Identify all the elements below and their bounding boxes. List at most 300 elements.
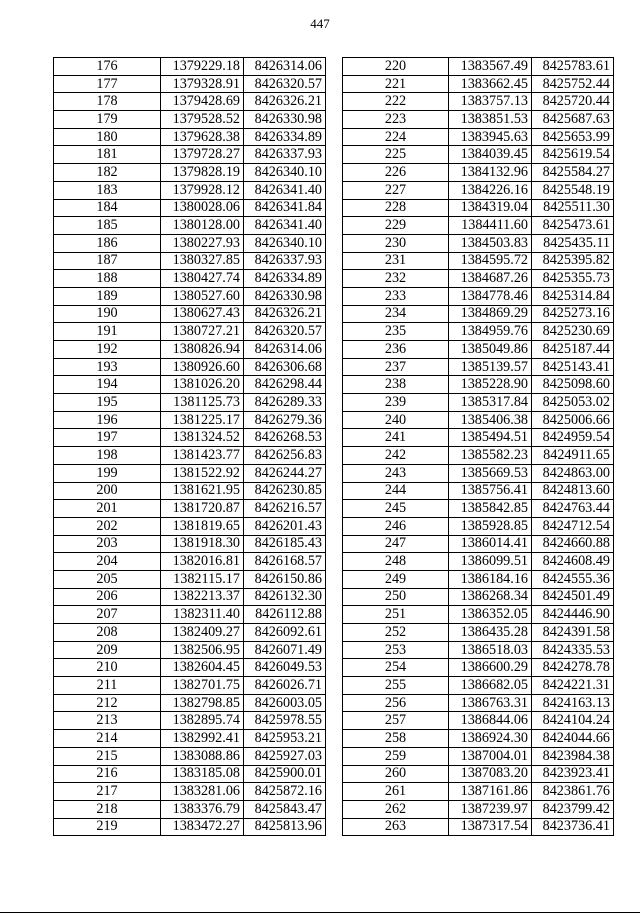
x-coordinate-cell: 1382604.45 [161, 659, 244, 677]
table-row [54, 128, 326, 146]
y-coordinate-cell: 8425843.47 [244, 800, 326, 818]
point-number-cell: 237 [343, 358, 449, 376]
point-number-cell: 239 [343, 394, 449, 412]
point-number-cell: 210 [54, 659, 161, 677]
y-coordinate-cell: 8424501.49 [532, 588, 614, 606]
y-coordinate-cell: 8425927.03 [244, 747, 326, 765]
table-row [54, 570, 326, 588]
table-row [343, 111, 614, 129]
y-coordinate-cell: 8426337.93 [244, 252, 326, 270]
x-coordinate-cell: 1386435.28 [449, 624, 532, 642]
point-number-cell: 230 [343, 234, 449, 252]
point-number-cell: 226 [343, 164, 449, 182]
y-coordinate-cell: 8426132.30 [244, 588, 326, 606]
table-row [343, 624, 614, 642]
x-coordinate-cell: 1380527.60 [161, 287, 244, 305]
y-coordinate-cell: 8425872.16 [244, 783, 326, 801]
x-coordinate-cell: 1386184.16 [449, 570, 532, 588]
point-number-cell: 178 [54, 93, 161, 111]
x-coordinate-cell: 1384959.76 [449, 323, 532, 341]
table-row [343, 765, 614, 783]
point-number-cell: 220 [343, 58, 449, 76]
point-number-cell: 231 [343, 252, 449, 270]
x-coordinate-cell: 1384039.45 [449, 146, 532, 164]
table-row [343, 75, 614, 93]
point-number-cell: 249 [343, 570, 449, 588]
point-number-cell: 209 [54, 641, 161, 659]
x-coordinate-cell: 1380427.74 [161, 270, 244, 288]
table-row [343, 217, 614, 235]
point-number-cell: 192 [54, 341, 161, 359]
point-number-cell: 206 [54, 588, 161, 606]
x-coordinate-cell: 1380128.00 [161, 217, 244, 235]
point-number-cell: 199 [54, 464, 161, 482]
y-coordinate-cell: 8426326.21 [244, 305, 326, 323]
x-coordinate-cell: 1381423.77 [161, 447, 244, 465]
table-row [54, 199, 326, 217]
y-coordinate-cell: 8425395.82 [532, 252, 614, 270]
table-row [343, 818, 614, 836]
table-row [54, 500, 326, 518]
coordinates-table-right [342, 57, 614, 836]
point-number-cell: 248 [343, 553, 449, 571]
y-coordinate-cell: 8424555.36 [532, 570, 614, 588]
x-coordinate-cell: 1383088.86 [161, 747, 244, 765]
point-number-cell: 207 [54, 606, 161, 624]
y-coordinate-cell: 8426330.98 [244, 287, 326, 305]
x-coordinate-cell: 1386763.31 [449, 694, 532, 712]
y-coordinate-cell: 8426185.43 [244, 535, 326, 553]
x-coordinate-cell: 1379628.38 [161, 128, 244, 146]
table-row [54, 58, 326, 76]
point-number-cell: 201 [54, 500, 161, 518]
table-row [343, 234, 614, 252]
x-coordinate-cell: 1383281.06 [161, 783, 244, 801]
x-coordinate-cell: 1381225.17 [161, 411, 244, 429]
table-row [54, 464, 326, 482]
table-row [343, 783, 614, 801]
point-number-cell: 262 [343, 800, 449, 818]
x-coordinate-cell: 1383851.53 [449, 111, 532, 129]
table-row [54, 394, 326, 412]
table-row [54, 358, 326, 376]
point-number-cell: 250 [343, 588, 449, 606]
point-number-cell: 253 [343, 641, 449, 659]
table-row [343, 500, 614, 518]
x-coordinate-cell: 1382506.95 [161, 641, 244, 659]
x-coordinate-cell: 1386844.06 [449, 712, 532, 730]
x-coordinate-cell: 1385582.23 [449, 447, 532, 465]
point-number-cell: 198 [54, 447, 161, 465]
table-row [54, 146, 326, 164]
table-row [343, 58, 614, 76]
point-number-cell: 194 [54, 376, 161, 394]
y-coordinate-cell: 8425511.30 [532, 199, 614, 217]
point-number-cell: 218 [54, 800, 161, 818]
y-coordinate-cell: 8425314.84 [532, 287, 614, 305]
table-row [343, 464, 614, 482]
table-row [343, 199, 614, 217]
point-number-cell: 257 [343, 712, 449, 730]
table-row [343, 93, 614, 111]
point-number-cell: 234 [343, 305, 449, 323]
y-coordinate-cell: 8424813.60 [532, 482, 614, 500]
x-coordinate-cell: 1381621.95 [161, 482, 244, 500]
y-coordinate-cell: 8426320.57 [244, 75, 326, 93]
y-coordinate-cell: 8426216.57 [244, 500, 326, 518]
point-number-cell: 256 [343, 694, 449, 712]
y-coordinate-cell: 8425143.41 [532, 358, 614, 376]
x-coordinate-cell: 1385842.85 [449, 500, 532, 518]
table-row [54, 217, 326, 235]
point-number-cell: 193 [54, 358, 161, 376]
y-coordinate-cell: 8424863.00 [532, 464, 614, 482]
x-coordinate-cell: 1384778.46 [449, 287, 532, 305]
point-number-cell: 221 [343, 75, 449, 93]
y-coordinate-cell: 8425230.69 [532, 323, 614, 341]
y-coordinate-cell: 8426071.49 [244, 641, 326, 659]
y-coordinate-cell: 8424608.49 [532, 553, 614, 571]
table-row [54, 624, 326, 642]
table-row [343, 606, 614, 624]
table-row [54, 181, 326, 199]
y-coordinate-cell: 8425720.44 [532, 93, 614, 111]
x-coordinate-cell: 1387317.54 [449, 818, 532, 836]
point-number-cell: 244 [343, 482, 449, 500]
y-coordinate-cell: 8425978.55 [244, 712, 326, 730]
point-number-cell: 184 [54, 199, 161, 217]
x-coordinate-cell: 1380826.94 [161, 341, 244, 359]
y-coordinate-cell: 8424712.54 [532, 517, 614, 535]
table-row [343, 358, 614, 376]
x-coordinate-cell: 1386268.34 [449, 588, 532, 606]
y-coordinate-cell: 8423736.41 [532, 818, 614, 836]
x-coordinate-cell: 1384132.96 [449, 164, 532, 182]
x-coordinate-cell: 1381125.73 [161, 394, 244, 412]
table-row [54, 447, 326, 465]
x-coordinate-cell: 1382311.40 [161, 606, 244, 624]
point-number-cell: 241 [343, 429, 449, 447]
point-number-cell: 191 [54, 323, 161, 341]
y-coordinate-cell: 8424221.31 [532, 677, 614, 695]
y-coordinate-cell: 8426244.27 [244, 464, 326, 482]
y-coordinate-cell: 8424763.44 [532, 500, 614, 518]
x-coordinate-cell: 1383945.63 [449, 128, 532, 146]
y-coordinate-cell: 8426330.98 [244, 111, 326, 129]
y-coordinate-cell: 8425584.27 [532, 164, 614, 182]
point-number-cell: 240 [343, 411, 449, 429]
x-coordinate-cell: 1381720.87 [161, 500, 244, 518]
y-coordinate-cell: 8426306.68 [244, 358, 326, 376]
table-row [343, 411, 614, 429]
point-number-cell: 197 [54, 429, 161, 447]
table-row [343, 730, 614, 748]
x-coordinate-cell: 1383472.27 [161, 818, 244, 836]
x-coordinate-cell: 1381819.65 [161, 517, 244, 535]
point-number-cell: 245 [343, 500, 449, 518]
x-coordinate-cell: 1385669.53 [449, 464, 532, 482]
x-coordinate-cell: 1385139.57 [449, 358, 532, 376]
table-row [54, 252, 326, 270]
point-number-cell: 176 [54, 58, 161, 76]
point-number-cell: 205 [54, 570, 161, 588]
x-coordinate-cell: 1385406.38 [449, 411, 532, 429]
table-row [54, 482, 326, 500]
point-number-cell: 258 [343, 730, 449, 748]
table-row [343, 270, 614, 288]
table-row [54, 818, 326, 836]
table-row [54, 606, 326, 624]
x-coordinate-cell: 1385494.51 [449, 429, 532, 447]
x-coordinate-cell: 1386352.05 [449, 606, 532, 624]
table-row [343, 517, 614, 535]
point-number-cell: 251 [343, 606, 449, 624]
x-coordinate-cell: 1379229.18 [161, 58, 244, 76]
x-coordinate-cell: 1379528.52 [161, 111, 244, 129]
y-coordinate-cell: 8426326.21 [244, 93, 326, 111]
y-coordinate-cell: 8425900.01 [244, 765, 326, 783]
y-coordinate-cell: 8426268.53 [244, 429, 326, 447]
table-row [54, 323, 326, 341]
y-coordinate-cell: 8426256.83 [244, 447, 326, 465]
table-row [343, 747, 614, 765]
table-row [54, 800, 326, 818]
point-number-cell: 260 [343, 765, 449, 783]
table-row [54, 164, 326, 182]
table-row [54, 270, 326, 288]
x-coordinate-cell: 1386014.41 [449, 535, 532, 553]
x-coordinate-cell: 1385756.41 [449, 482, 532, 500]
y-coordinate-cell: 8424959.54 [532, 429, 614, 447]
x-coordinate-cell: 1379428.69 [161, 93, 244, 111]
point-number-cell: 202 [54, 517, 161, 535]
point-number-cell: 242 [343, 447, 449, 465]
x-coordinate-cell: 1379728.27 [161, 146, 244, 164]
y-coordinate-cell: 8423984.38 [532, 747, 614, 765]
table-row [343, 694, 614, 712]
y-coordinate-cell: 8426092.61 [244, 624, 326, 642]
x-coordinate-cell: 1383662.45 [449, 75, 532, 93]
point-number-cell: 261 [343, 783, 449, 801]
x-coordinate-cell: 1385928.85 [449, 517, 532, 535]
point-number-cell: 227 [343, 181, 449, 199]
x-coordinate-cell: 1381522.92 [161, 464, 244, 482]
table-row [54, 341, 326, 359]
point-number-cell: 232 [343, 270, 449, 288]
point-number-cell: 222 [343, 93, 449, 111]
table-row [54, 730, 326, 748]
table-row [54, 376, 326, 394]
table-row [343, 287, 614, 305]
point-number-cell: 181 [54, 146, 161, 164]
table-row [343, 164, 614, 182]
y-coordinate-cell: 8426298.44 [244, 376, 326, 394]
x-coordinate-cell: 1381918.30 [161, 535, 244, 553]
y-coordinate-cell: 8423799.42 [532, 800, 614, 818]
x-coordinate-cell: 1382895.74 [161, 712, 244, 730]
table-row [54, 411, 326, 429]
x-coordinate-cell: 1382016.81 [161, 553, 244, 571]
y-coordinate-cell: 8424163.13 [532, 694, 614, 712]
table-row [54, 783, 326, 801]
x-coordinate-cell: 1386518.03 [449, 641, 532, 659]
x-coordinate-cell: 1384869.29 [449, 305, 532, 323]
point-number-cell: 180 [54, 128, 161, 146]
point-number-cell: 213 [54, 712, 161, 730]
point-number-cell: 235 [343, 323, 449, 341]
y-coordinate-cell: 8426340.10 [244, 234, 326, 252]
y-coordinate-cell: 8426341.40 [244, 181, 326, 199]
x-coordinate-cell: 1382701.75 [161, 677, 244, 695]
x-coordinate-cell: 1380627.43 [161, 305, 244, 323]
point-number-cell: 216 [54, 765, 161, 783]
y-coordinate-cell: 8426334.89 [244, 128, 326, 146]
x-coordinate-cell: 1382992.41 [161, 730, 244, 748]
y-coordinate-cell: 8425053.02 [532, 394, 614, 412]
x-coordinate-cell: 1385228.90 [449, 376, 532, 394]
table-row [343, 305, 614, 323]
point-number-cell: 255 [343, 677, 449, 695]
point-number-cell: 219 [54, 818, 161, 836]
table-row [343, 429, 614, 447]
y-coordinate-cell: 8426003.05 [244, 694, 326, 712]
y-coordinate-cell: 8426334.89 [244, 270, 326, 288]
point-number-cell: 188 [54, 270, 161, 288]
x-coordinate-cell: 1380327.85 [161, 252, 244, 270]
y-coordinate-cell: 8426289.33 [244, 394, 326, 412]
x-coordinate-cell: 1382798.85 [161, 694, 244, 712]
table-row [343, 482, 614, 500]
y-coordinate-cell: 8425953.21 [244, 730, 326, 748]
y-coordinate-cell: 8426341.84 [244, 199, 326, 217]
y-coordinate-cell: 8425653.99 [532, 128, 614, 146]
y-coordinate-cell: 8425435.11 [532, 234, 614, 252]
y-coordinate-cell: 8426049.53 [244, 659, 326, 677]
table-row [343, 181, 614, 199]
y-coordinate-cell: 8425187.44 [532, 341, 614, 359]
x-coordinate-cell: 1382115.17 [161, 570, 244, 588]
point-number-cell: 183 [54, 181, 161, 199]
x-coordinate-cell: 1387161.86 [449, 783, 532, 801]
table-row [54, 765, 326, 783]
table-row [54, 712, 326, 730]
table-row [343, 146, 614, 164]
point-number-cell: 217 [54, 783, 161, 801]
y-coordinate-cell: 8426026.71 [244, 677, 326, 695]
table-row [54, 234, 326, 252]
point-number-cell: 190 [54, 305, 161, 323]
point-number-cell: 243 [343, 464, 449, 482]
point-number-cell: 238 [343, 376, 449, 394]
y-coordinate-cell: 8425619.54 [532, 146, 614, 164]
table-row [343, 376, 614, 394]
footer-rule [0, 912, 640, 913]
table-row [54, 535, 326, 553]
point-number-cell: 179 [54, 111, 161, 129]
coordinates-table-left [53, 57, 326, 836]
x-coordinate-cell: 1383376.79 [161, 800, 244, 818]
table-row [343, 394, 614, 412]
point-number-cell: 185 [54, 217, 161, 235]
x-coordinate-cell: 1383567.49 [449, 58, 532, 76]
y-coordinate-cell: 8426337.93 [244, 146, 326, 164]
x-coordinate-cell: 1387004.01 [449, 747, 532, 765]
table-row [343, 712, 614, 730]
table-row [343, 570, 614, 588]
table-row [343, 341, 614, 359]
table-row [54, 75, 326, 93]
table-row [343, 553, 614, 571]
y-coordinate-cell: 8425783.61 [532, 58, 614, 76]
y-coordinate-cell: 8423861.76 [532, 783, 614, 801]
table-row [54, 287, 326, 305]
point-number-cell: 215 [54, 747, 161, 765]
point-number-cell: 224 [343, 128, 449, 146]
x-coordinate-cell: 1384226.16 [449, 181, 532, 199]
y-coordinate-cell: 8426201.43 [244, 517, 326, 535]
x-coordinate-cell: 1384595.72 [449, 252, 532, 270]
y-coordinate-cell: 8425098.60 [532, 376, 614, 394]
table-row [343, 535, 614, 553]
y-coordinate-cell: 8426168.57 [244, 553, 326, 571]
table-row [54, 111, 326, 129]
y-coordinate-cell: 8425752.44 [532, 75, 614, 93]
y-coordinate-cell: 8425548.19 [532, 181, 614, 199]
y-coordinate-cell: 8424660.88 [532, 535, 614, 553]
point-number-cell: 233 [343, 287, 449, 305]
point-number-cell: 208 [54, 624, 161, 642]
table-row [343, 588, 614, 606]
x-coordinate-cell: 1384503.83 [449, 234, 532, 252]
x-coordinate-cell: 1386600.29 [449, 659, 532, 677]
point-number-cell: 195 [54, 394, 161, 412]
table-row [343, 252, 614, 270]
point-number-cell: 211 [54, 677, 161, 695]
y-coordinate-cell: 8426150.86 [244, 570, 326, 588]
x-coordinate-cell: 1385317.84 [449, 394, 532, 412]
table-row [54, 305, 326, 323]
y-coordinate-cell: 8426279.36 [244, 411, 326, 429]
table-row [343, 800, 614, 818]
x-coordinate-cell: 1387239.97 [449, 800, 532, 818]
page-number: 447 [310, 16, 330, 31]
table-row [54, 553, 326, 571]
x-coordinate-cell: 1384411.60 [449, 217, 532, 235]
table-row [54, 429, 326, 447]
point-number-cell: 254 [343, 659, 449, 677]
x-coordinate-cell: 1386924.30 [449, 730, 532, 748]
x-coordinate-cell: 1386682.05 [449, 677, 532, 695]
y-coordinate-cell: 8426230.85 [244, 482, 326, 500]
y-coordinate-cell: 8424446.90 [532, 606, 614, 624]
table-row [54, 93, 326, 111]
y-coordinate-cell: 8424911.65 [532, 447, 614, 465]
x-coordinate-cell: 1382213.37 [161, 588, 244, 606]
point-number-cell: 214 [54, 730, 161, 748]
point-number-cell: 186 [54, 234, 161, 252]
y-coordinate-cell: 8425273.16 [532, 305, 614, 323]
y-coordinate-cell: 8424278.78 [532, 659, 614, 677]
point-number-cell: 204 [54, 553, 161, 571]
point-number-cell: 187 [54, 252, 161, 270]
table-row [343, 323, 614, 341]
x-coordinate-cell: 1386099.51 [449, 553, 532, 571]
point-number-cell: 246 [343, 517, 449, 535]
x-coordinate-cell: 1380227.93 [161, 234, 244, 252]
x-coordinate-cell: 1384319.04 [449, 199, 532, 217]
point-number-cell: 229 [343, 217, 449, 235]
y-coordinate-cell: 8425006.66 [532, 411, 614, 429]
